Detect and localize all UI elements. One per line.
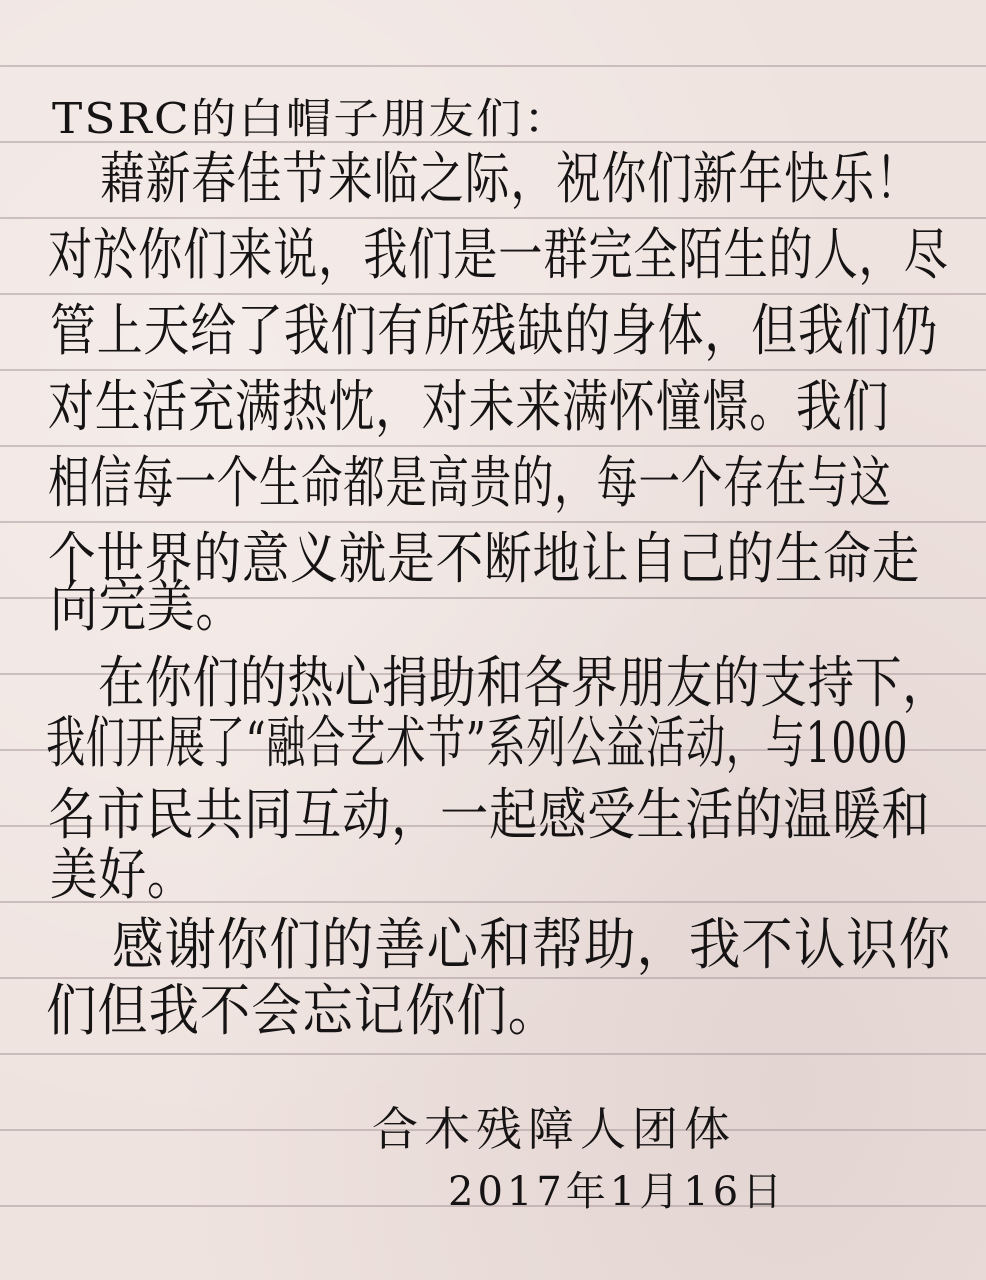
letter-line: 名市民共同互动，一起感受生活的温暖和 [48, 783, 931, 848]
letter-line: 相信每一个生命都是高贵的，每一个存在与这 [48, 451, 892, 516]
letter-line: 们但我不会忘记你们。 [46, 979, 559, 1044]
letter-line: 藉新春佳节来临之际，祝你们新年快乐！ [100, 147, 921, 212]
ruled-line [0, 217, 986, 219]
letter-line: 我们开展了“融合艺术节”系列公益活动，与1000 [46, 711, 909, 776]
letter-greeting: TSRC的白帽子朋友们： [52, 94, 571, 143]
letter-signature: 合木残障人团体 [372, 1102, 736, 1156]
letter-line: 个世界的意义就是不断地让自己的生命走 [48, 527, 921, 592]
ruled-line [0, 445, 986, 447]
ruled-line [0, 293, 986, 295]
letter-line: 感谢你们的善心和帮助，我不认识你 [112, 913, 952, 978]
ruled-line [0, 369, 986, 371]
letter-line: 管上天给了我们有所残缺的身体，但我们仍 [50, 299, 939, 364]
ruled-line [0, 1053, 986, 1055]
letter-line: 向完美。 [50, 575, 244, 640]
ruled-line [0, 65, 986, 67]
letter-line: 在你们的热心捐助和各界朋友的支持下， [98, 651, 950, 716]
letter-line: 美好。 [50, 843, 196, 908]
letter-date: 2017年1月16日 [448, 1169, 787, 1215]
letter-line: 对生活充满热忱，对未来满怀憧憬。我们 [48, 375, 890, 440]
letter-line: 对於你们来说，我们是一群完全陌生的人，尽 [48, 223, 949, 288]
ruled-line [0, 521, 986, 523]
